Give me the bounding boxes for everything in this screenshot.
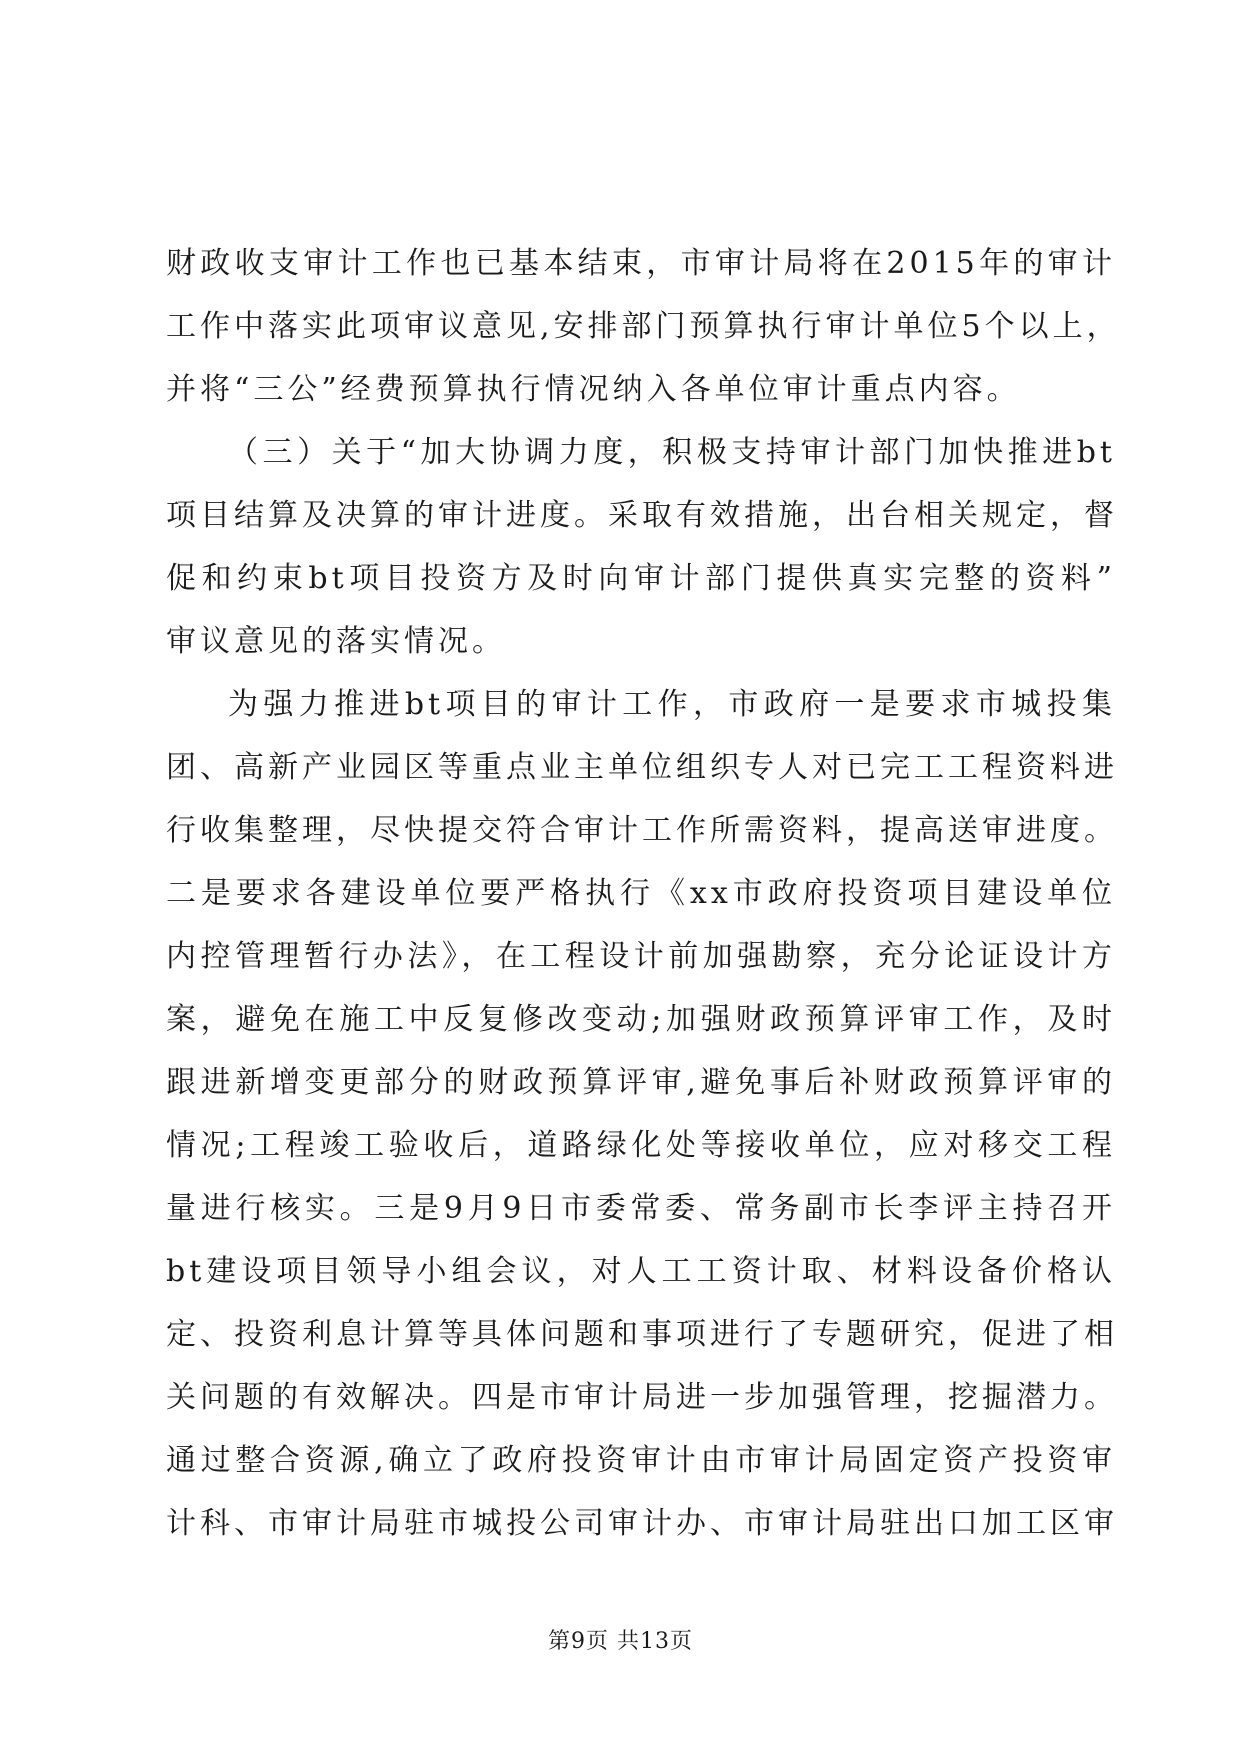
paragraph-3-line: 跟进新增变更部分的财政预算评审,避免事后补财政预算评审的 [166,1065,1116,1100]
paragraph-3-line: 案，避免在施工中反复修改变动;加强财政预算评审工作，及时 [166,1002,1116,1037]
paragraph-3-line: 计科、市审计局驻市城投公司审计办、市审计局驻出口加工区审 [166,1506,1118,1541]
paragraph-3-line: 关问题的有效解决。四是市审计局进一步加强管理，挖掘潜力。 [166,1380,1118,1415]
paragraph-3-line: 定、投资利息计算等具体问题和事项进行了专题研究，促进了相 [166,1317,1118,1352]
body-text [166,232,1121,1555]
paragraph-2-line: 审议意见的落实情况。 [166,624,506,659]
paragraph-3-line: 内控管理暂行办法》，在工程设计前加强勘察，充分论证设计方 [166,939,1116,974]
paragraph-2-line: 项目结算及决算的审计进度。采取有效措施，出台相关规定，督 [166,498,1118,533]
paragraph-3-line: 为强力推进bt项目的审计工作，市政府一是要求市城投集 [228,687,1116,722]
paragraph-3-line: 情况;工程竣工验收后，道路绿化处等接收单位，应对移交工程 [166,1128,1116,1163]
paragraph-1-line: 工作中落实此项审议意见,安排部门预算执行审计单位5个以上， [166,309,1121,344]
paragraph-2-line: （三）关于“加大协调力度，积极支持审计部门加快推进bt [228,435,1116,470]
paragraph-3-line: 团、高新产业园区等重点业主单位组织专人对已完工工程资料进 [166,750,1118,785]
paragraph-3-line: 量进行核实。三是9月9日市委常委、常务副市长李评主持召开 [166,1191,1116,1226]
page-footer: 第9页 共13页 [548,1629,693,1654]
paragraph-3-line: 二是要求各建设单位要严格执行《xx市政府投资项目建设单位 [166,876,1116,911]
paragraph-3-line: bt建设项目领导小组会议，对人工工资计取、材料设备价格认 [166,1254,1116,1289]
paragraph-1-line: 并将“三公”经费预算执行情况纳入各单位审计重点内容。 [166,372,1021,407]
paragraph-2-line: 促和约束bt项目投资方及时向审计部门提供真实完整的资料” [166,561,1116,596]
paragraph-3-line: 行收集整理，尽快提交符合审计工作所需资料，提高送审进度。 [166,813,1118,848]
paragraph-1-line: 财政收支审计工作也已基本结束，市审计局将在2015年的审计 [166,246,1116,281]
paragraph-3-line: 通过整合资源,确立了政府投资审计由市审计局固定资产投资审 [166,1443,1116,1478]
